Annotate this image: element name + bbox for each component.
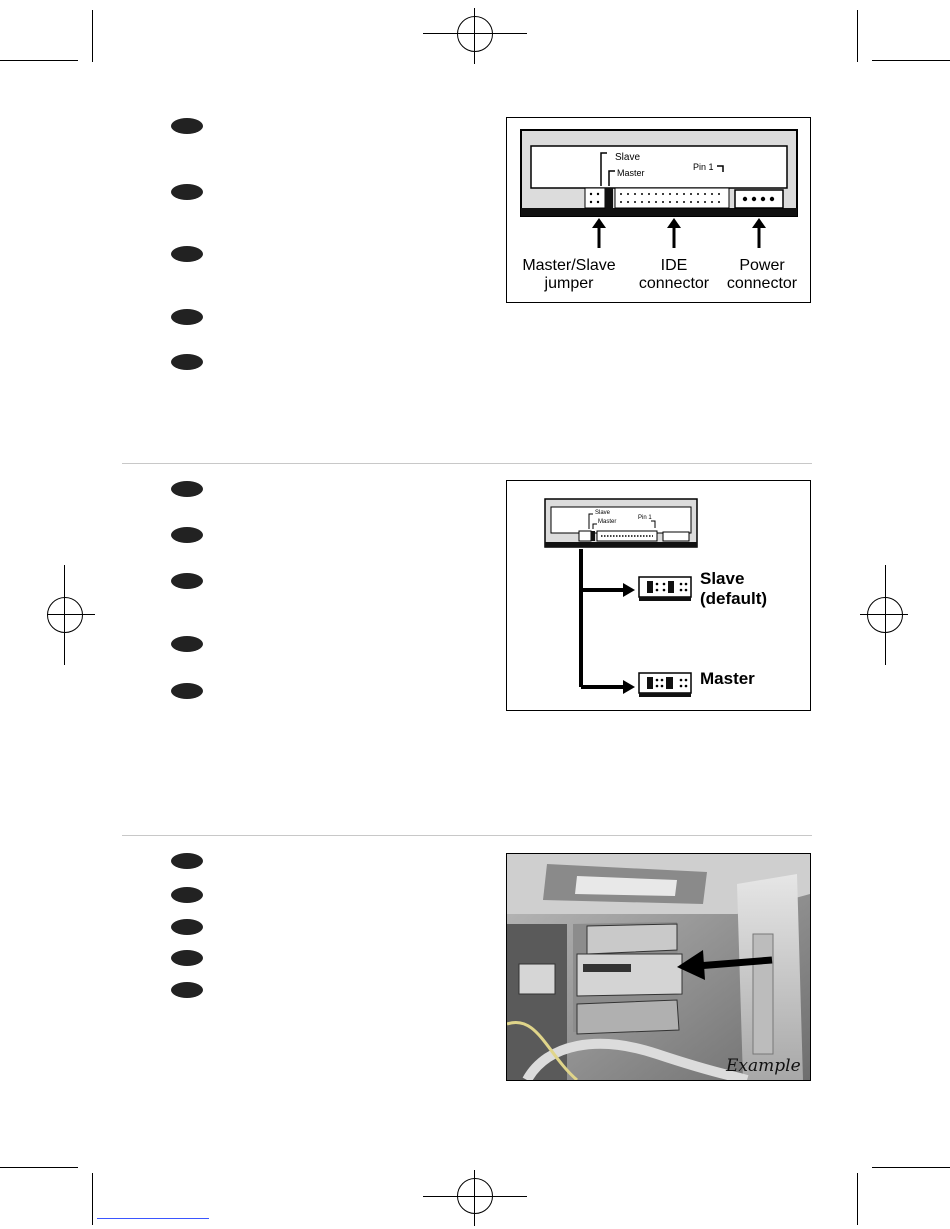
bullet-marker [171,309,203,325]
crop-mark [872,1167,950,1168]
crop-mark [92,1173,93,1225]
bullet-marker [171,118,203,134]
master-jumper-label: Master [617,168,645,178]
bullet-marker [171,636,203,652]
bullet-marker [171,919,203,935]
jumper-caption: Master/Slave jumper [522,257,616,292]
bullet-marker [171,950,203,966]
bullet-marker [171,481,203,497]
crop-mark [0,1167,78,1168]
bullet-marker [171,354,203,370]
jumper-settings-figure [506,480,811,711]
crop-mark [857,10,858,62]
section-divider [122,835,812,836]
bullet-marker [171,853,203,869]
power-connector-caption: Power connector [726,257,798,292]
master-small-label: Master [598,519,617,525]
bullet-marker [171,982,203,998]
master-option: Master [700,669,755,688]
pin-1-label: Pin 1 [693,162,714,172]
slave-jumper-label: Slave [615,152,641,163]
crop-mark [92,10,93,62]
ide-connector-caption: IDE connector [638,257,710,292]
example-caption: Example [726,1056,801,1076]
bullet-marker [171,527,203,543]
bullet-marker [171,683,203,699]
pin-1-small-label: Pin 1 [638,515,652,521]
crop-mark [872,60,950,61]
slave-default-option: Slave (default) [700,569,768,608]
footer-link-underline [97,1218,209,1219]
bullet-marker [171,246,203,262]
crop-mark [857,1173,858,1225]
crop-mark [0,60,78,61]
drive-installation-photo [506,853,811,1081]
bullet-marker [171,887,203,903]
drive-rear-panel-figure [506,117,811,303]
bullet-marker [171,184,203,200]
bullet-marker [171,573,203,589]
slave-small-label: Slave [595,510,611,516]
section-divider [122,463,812,464]
